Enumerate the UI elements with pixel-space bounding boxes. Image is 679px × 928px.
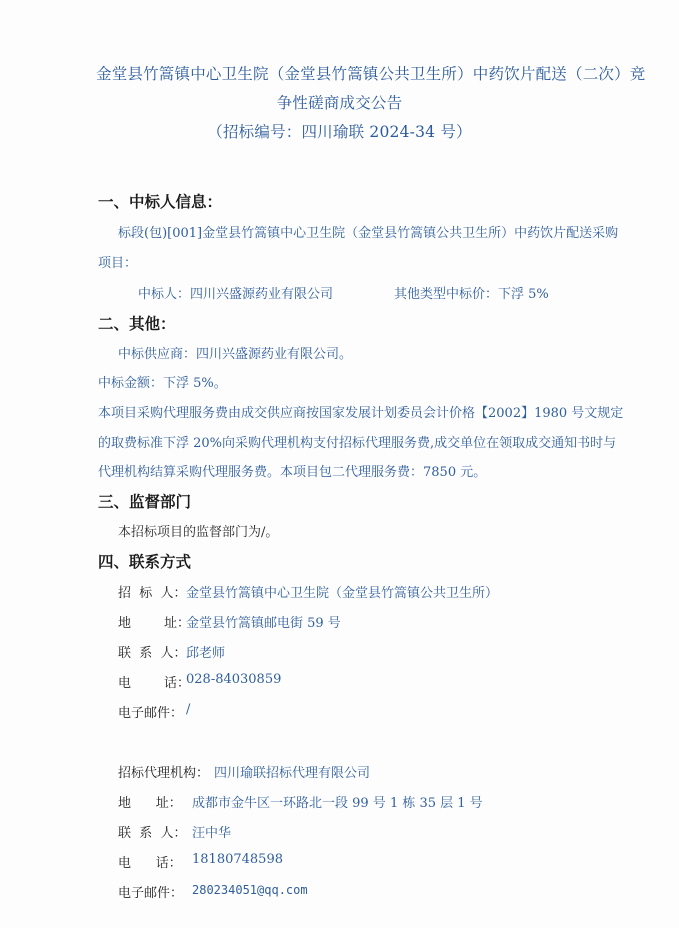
agency-phone-label: 电 话： xyxy=(118,856,182,871)
winner-text: 中标人：四川兴盛源药业有限公司 xyxy=(138,287,334,302)
agency-fee-line-2: 的取费标准下浮 20%向采购代理机构支付招标代理服务费,成交单位在领取成交通知书时与 xyxy=(98,436,617,451)
agency-contact-value: 汪中华 xyxy=(192,826,232,841)
winning-price-text: 其他类型中标价：下浮 5% xyxy=(394,287,549,302)
lot-line-1: 标段(包)[001]金堂县竹篙镇中心卫生院（金堂县竹篙镇公共卫生所）中药饮片配送采购 xyxy=(118,226,619,241)
contact-label: 联 系 人： xyxy=(118,646,187,661)
title-line-1: 金堂县竹篙镇中心卫生院（金堂县竹篙镇公共卫生所）中药饮片配送（二次）竞 xyxy=(96,65,646,83)
agency-phone-value: 18180748598 xyxy=(192,852,283,867)
winning-supplier-text: 中标供应商：四川兴盛源药业有限公司。 xyxy=(118,347,353,362)
title-line-2: 争性磋商成交公告 xyxy=(276,94,403,112)
agency-fee-line-3: 代理机构结算采购代理服务费。本项目包二代理服务费：7850 元。 xyxy=(98,465,487,480)
section-2-heading: 二、其他： xyxy=(98,315,176,333)
agency-email-label: 电子邮件： xyxy=(118,886,184,901)
address-value: 金堂县竹篙镇邮电街 59 号 xyxy=(186,616,341,631)
lot-line-2: 项目： xyxy=(98,256,138,271)
agency-value: 四川瑜联招标代理有限公司 xyxy=(214,766,371,781)
agency-address-value: 成都市金牛区一环路北一段 99 号 1 栋 35 层 1 号 xyxy=(192,796,483,811)
section-4-heading: 四、联系方式 xyxy=(98,553,192,571)
phone-label: 电 话： xyxy=(118,676,191,691)
agency-address-label: 地 址： xyxy=(118,796,182,811)
agency-fee-line-1: 本项目采购代理服务费由成交供应商按国家发展计划委员会计价格【2002】1980 号文规定 xyxy=(98,406,624,421)
email-value: / xyxy=(186,702,191,717)
contact-value: 邱老师 xyxy=(186,646,226,661)
winning-amount-text: 中标金额：下浮 5%。 xyxy=(98,376,227,391)
section-3-heading: 三、监督部门 xyxy=(98,493,192,511)
agency-contact-label: 联 系 人： xyxy=(118,826,187,841)
agency-label: 招标代理机构： xyxy=(118,766,210,781)
agency-email-value: 280234051@qq.com xyxy=(192,883,308,897)
address-label: 地 址： xyxy=(118,616,191,631)
tenderer-label: 招 标 人： xyxy=(118,586,187,601)
phone-value: 028-84030859 xyxy=(186,672,282,687)
supervision-text: 本招标项目的监督部门为/。 xyxy=(118,525,279,540)
section-1-heading: 一、中标人信息： xyxy=(98,193,223,211)
tenderer-value: 金堂县竹篙镇中心卫生院（金堂县竹篙镇公共卫生所） xyxy=(186,586,499,601)
email-label: 电子邮件： xyxy=(118,706,184,721)
title-tender-number: （招标编号：四川瑜联 2024-34 号） xyxy=(207,123,472,141)
